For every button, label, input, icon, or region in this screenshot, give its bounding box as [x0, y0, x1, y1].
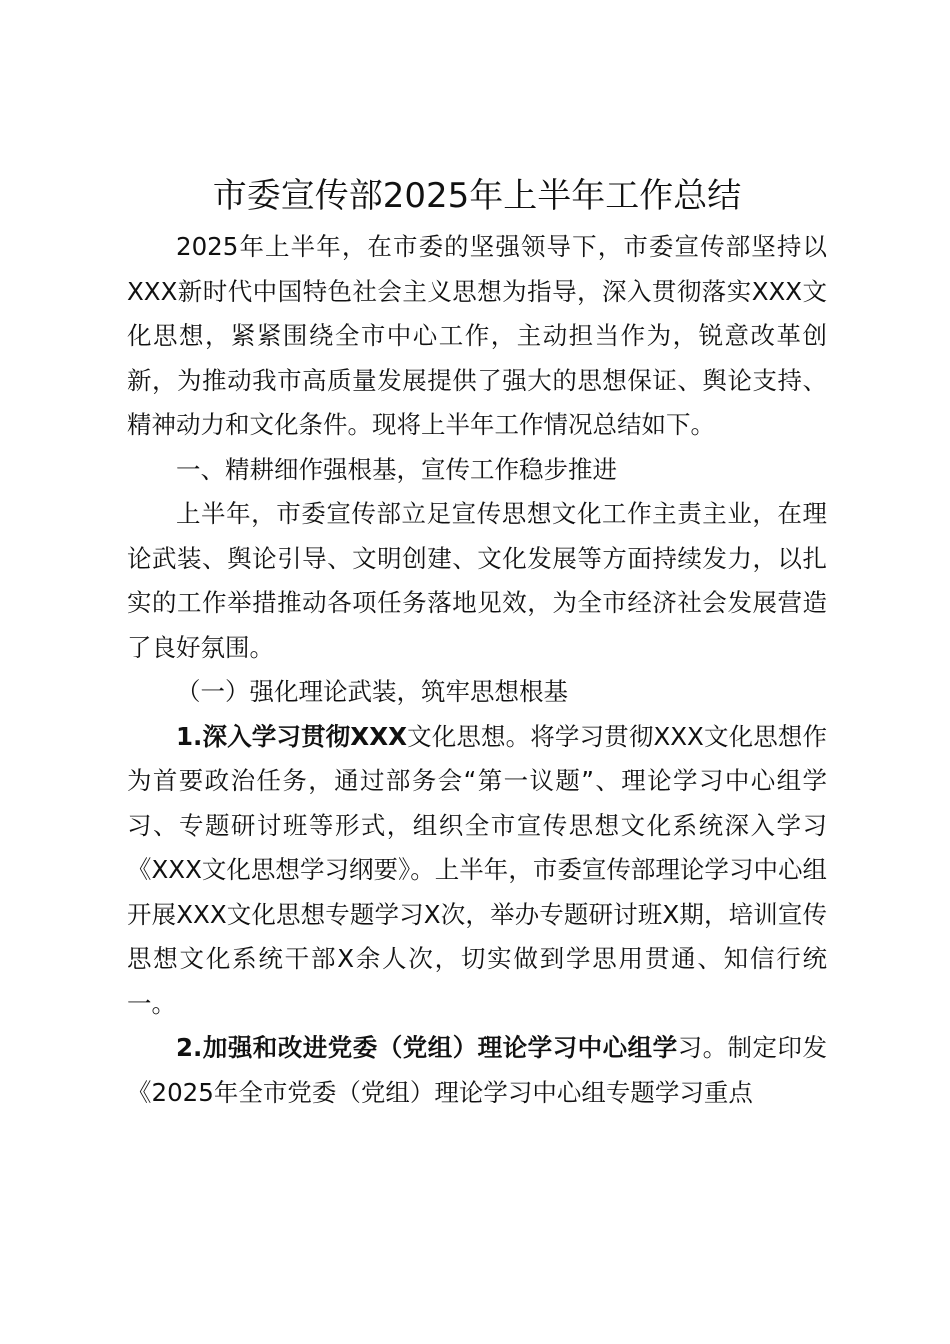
- item-2-title: 2.加强和改进党委（党组）理论学习中心组学: [176, 1033, 678, 1062]
- item-2-text: 习。制定印发《2025年全市党委（党组）理论学习中心组专题学习重点: [127, 1033, 828, 1107]
- document-page: [127, 170, 827, 1115]
- intro-paragraph: 2025年上半年，在市委的坚强领导下，市委宣传部坚持以XXX新时代中国特色社会主义思想为指导，深入贯彻落实XXX文化思想，紧紧围绕全市中心工作，主动担当作为，锐意改革创新，为推动我市高质量发展提供了强大的思想保证、舆论支持、精神动力和文化条件。现将上半年工作情况总结如下。: [127, 232, 827, 439]
- subsection-heading: （一）强化理论武装，筑牢思想根基: [176, 677, 568, 706]
- section-heading: 一、精耕细作强根基，宣传工作稳步推进: [176, 454, 617, 484]
- item-1-paragraph: [127, 715, 827, 1027]
- item-1-text: 文化思想。将学习贯彻XXX文化思想作为首要政治任务，通过部务会“第一议题”、理论学习中心组学习、专题研讨班等形式，组织全市宣传思想文化系统深入学习《XXX文化思想学习纲要》。上半年，市委宣传部理论学习中心组开展XXX文化思想专题学习X次，举办专题研讨班X期，培训宣传思想文化系统干部X余人次，切实做到学思用贯通、知信行统一。: [127, 721, 827, 1018]
- item-1-title: 1.深入学习贯彻XXX: [176, 721, 407, 751]
- document-title: 市委宣传部2025年上半年工作总结: [212, 176, 742, 216]
- section-paragraph: 上半年，市委宣传部立足宣传思想文化工作主责主业，在理论武装、舆论引导、文明创建、文化发展等方面持续发力，以扎实的工作举措推动各项任务落地见效，为全市经济社会发展营造了良好氛围。: [127, 499, 827, 662]
- item-2-paragraph: [127, 1026, 827, 1115]
